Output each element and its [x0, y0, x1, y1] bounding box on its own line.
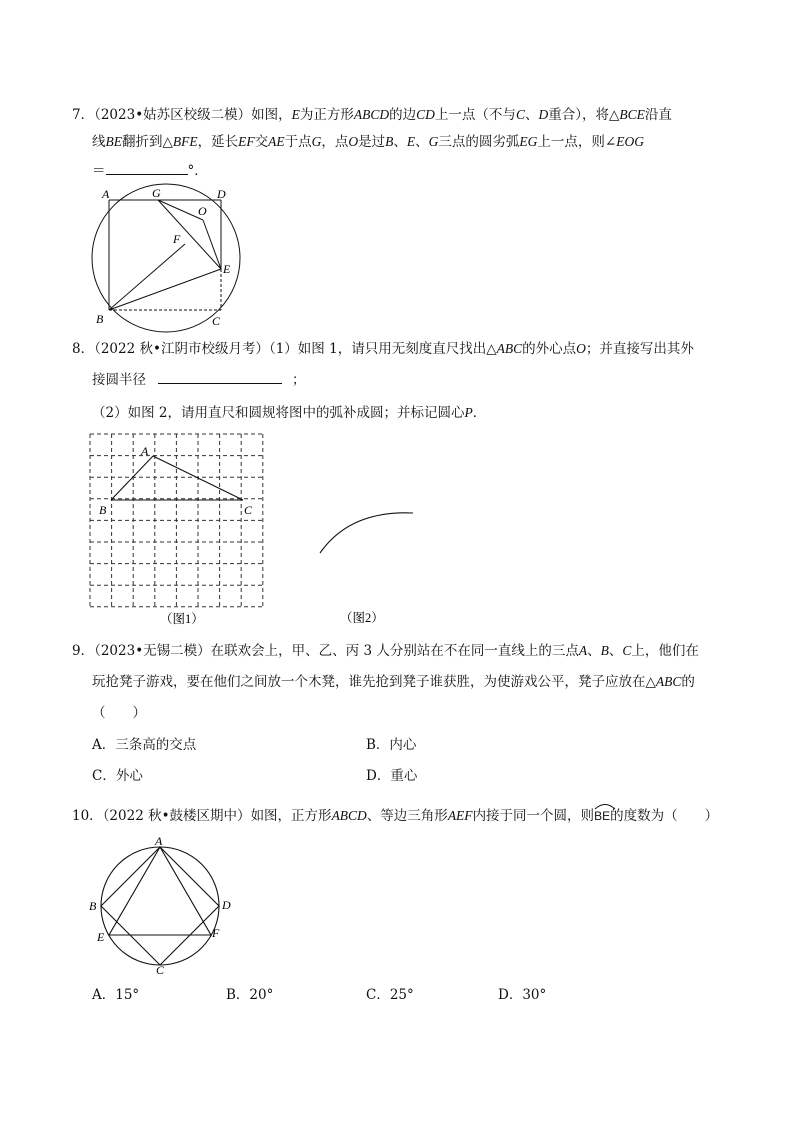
q8-text: ．: [472, 405, 487, 421]
q10-arc-text: BE: [594, 809, 611, 823]
q10-text: 、等边三角形: [366, 808, 448, 824]
q7-text: 交: [254, 134, 269, 150]
q9-text: 的: [681, 674, 695, 690]
q7-label-F: F: [173, 232, 181, 246]
q7-seg-BE: [109, 269, 221, 310]
q10-label-A: A: [155, 834, 163, 848]
q8-answer-blank[interactable]: [158, 369, 282, 384]
q10-label-E: E: [97, 930, 105, 944]
q8-fig1-caption: （图1）: [160, 612, 204, 626]
q7-text: 线: [92, 134, 106, 150]
q7-var: BCE: [619, 107, 645, 122]
q7-var: EF: [238, 134, 255, 149]
q7-text: 、: [524, 107, 539, 123]
q7-label-B: B: [96, 312, 104, 326]
q7-label-C: C: [212, 314, 221, 328]
q8-line-2: [92, 369, 306, 390]
q10-label-D: D: [222, 898, 231, 912]
q10-square-ABCD: [101, 847, 219, 965]
q10-option-b[interactable]: B．20°: [226, 987, 274, 1003]
q7-seg-GO: [158, 200, 203, 220]
q9-var: ABC: [655, 674, 682, 689]
q7-text: ，延长: [197, 134, 239, 150]
q8-var: ABC: [496, 341, 523, 356]
q7-text: 上一点（不与: [434, 107, 516, 123]
q7-var: E: [406, 134, 416, 149]
q7-var: B: [385, 134, 394, 149]
q7-text: 是过: [358, 134, 386, 150]
q8-line-3: [92, 403, 486, 423]
q9-var: B: [600, 643, 609, 658]
q7-text: 翻折到△: [122, 134, 173, 150]
q7-label-O: O: [198, 204, 207, 218]
q10-source: （2022 秋•鼓楼区期中）: [102, 808, 251, 824]
q10-number: 10．: [72, 808, 103, 824]
q7-seg-OE: [203, 220, 221, 269]
q8-text: ；并直接写出其外: [585, 341, 694, 357]
q8-var: O: [576, 341, 586, 356]
q8-label-C: C: [244, 503, 253, 517]
q9-option-b[interactable]: B．内心: [366, 737, 417, 753]
q7-var: EG: [519, 134, 538, 149]
q7-text: 沿直: [644, 107, 672, 123]
q8-var: P: [464, 405, 473, 420]
q9-option-c[interactable]: C．外心: [92, 768, 143, 784]
q8-line-1: [72, 339, 694, 359]
q7-var: G: [428, 134, 439, 149]
q8-text: 接圆半径: [92, 372, 146, 388]
q9-text: 、: [587, 643, 601, 659]
q7-var: EOG: [616, 134, 644, 149]
q8-figure-2: [310, 505, 430, 630]
q7-var: ABCD: [353, 107, 390, 122]
q7-text: 、: [415, 134, 429, 150]
q7-var: D: [538, 107, 549, 122]
q8-label-A: A: [141, 444, 149, 458]
q9-text: 上，他们在: [631, 643, 699, 659]
q7-text: 于点: [284, 134, 312, 150]
q8-dashed-grid: [90, 434, 263, 607]
q10-var: AEF: [447, 808, 473, 823]
q7-text: 的边: [389, 107, 417, 123]
q10-figure: [88, 834, 238, 980]
q9-text: 、: [608, 643, 623, 659]
q8-label-B: B: [99, 503, 107, 517]
q10-option-a[interactable]: A．15°: [92, 987, 140, 1003]
q7-var: BFE: [172, 134, 198, 149]
q7-label-D: D: [217, 187, 226, 201]
q9-var: A: [578, 643, 588, 658]
q7-var: G: [311, 134, 322, 149]
q10-label-C: C: [156, 963, 165, 977]
q7-text: 为正方形: [299, 107, 354, 123]
q7-var: C: [515, 107, 525, 122]
q7-text: °．: [187, 163, 208, 179]
q10-line-1: [72, 804, 718, 826]
q8-text: （2）如图 2，请用直尺和圆规将图中的弧补成圆；并标记圆心: [92, 405, 465, 421]
q7-number: 7．: [72, 107, 95, 123]
q7-label-A: A: [102, 187, 110, 201]
q10-circle: [101, 847, 219, 965]
q10-option-d[interactable]: D．30°: [498, 987, 547, 1003]
q7-var: O: [348, 134, 359, 149]
q10-label-F: F: [212, 926, 220, 940]
q9-number: 9．: [72, 643, 95, 659]
q8-text: 的外心点: [522, 341, 577, 357]
q7-var: BE: [105, 134, 122, 149]
q9-option-d[interactable]: D．重心: [366, 768, 418, 784]
q7-line-2: [92, 132, 644, 152]
q10-text: 如图，正方形: [250, 808, 332, 824]
q10-triangle-AEF: [109, 847, 211, 935]
q9-answer-paren: （ ）: [92, 705, 146, 721]
q7-line-3: [92, 160, 208, 181]
q8-tri-AB: [111, 456, 153, 500]
q7-line-1: [72, 105, 672, 125]
q9-source: （2023•无锡二模）: [94, 643, 211, 659]
q7-text: 如图，: [251, 107, 292, 123]
q7-var: CD: [416, 107, 435, 122]
q8-text: （1）如图 1，请只用无刻度直尺找出△: [268, 341, 497, 357]
q10-text: 的度数为（ ）: [610, 808, 719, 824]
q9-line-2: [92, 672, 695, 692]
q8-source: （2022 秋•江阴市校级月考）: [94, 341, 269, 357]
q8-number: 8．: [72, 341, 95, 357]
q8-arc: [320, 513, 413, 553]
q8-fig2-caption: （图2）: [340, 611, 384, 625]
q9-var: C: [622, 643, 632, 658]
q10-label-B: B: [89, 899, 97, 913]
q8-text: ；: [292, 372, 306, 388]
q7-source: （2023•姑苏区校级二模）: [94, 107, 252, 123]
q7-figure: [85, 183, 245, 331]
q7-var: E: [291, 107, 300, 122]
q7-seg-BF: [109, 244, 185, 310]
q10-text: 内接于同一个圆，则: [472, 808, 595, 824]
q7-text: ，点: [321, 134, 349, 150]
q10-var: ABCD: [331, 808, 367, 823]
q10-arc-symbol-icon: [594, 802, 616, 810]
q7-text: 、: [393, 134, 407, 150]
q9-text: 在联欢会上，甲、乙、丙 3 人分别站在不在同一直线上的三点: [210, 643, 579, 659]
q7-text: ＝: [92, 163, 106, 179]
q7-label-E: E: [223, 262, 231, 276]
q9-text: 玩抢凳子游戏，要在他们之间放一个木凳，谁先抢到凳子谁获胜，为使游戏公平，凳子应放在△: [92, 674, 656, 690]
q8-figure-1: [85, 433, 275, 628]
q10-arc-BE: [594, 804, 610, 826]
q9-option-a[interactable]: A．三条高的交点: [92, 737, 197, 753]
q7-answer-blank[interactable]: [106, 160, 188, 175]
q7-text: 上一点，则∠: [537, 134, 617, 150]
q9-line-1: [72, 641, 699, 661]
q10-option-c[interactable]: C．25°: [366, 987, 414, 1003]
q7-var: AE: [268, 134, 285, 149]
q7-text: 重合），将△: [548, 107, 620, 123]
q7-label-G: G: [152, 186, 161, 200]
q7-text: 三点的圆劣弧: [438, 134, 520, 150]
